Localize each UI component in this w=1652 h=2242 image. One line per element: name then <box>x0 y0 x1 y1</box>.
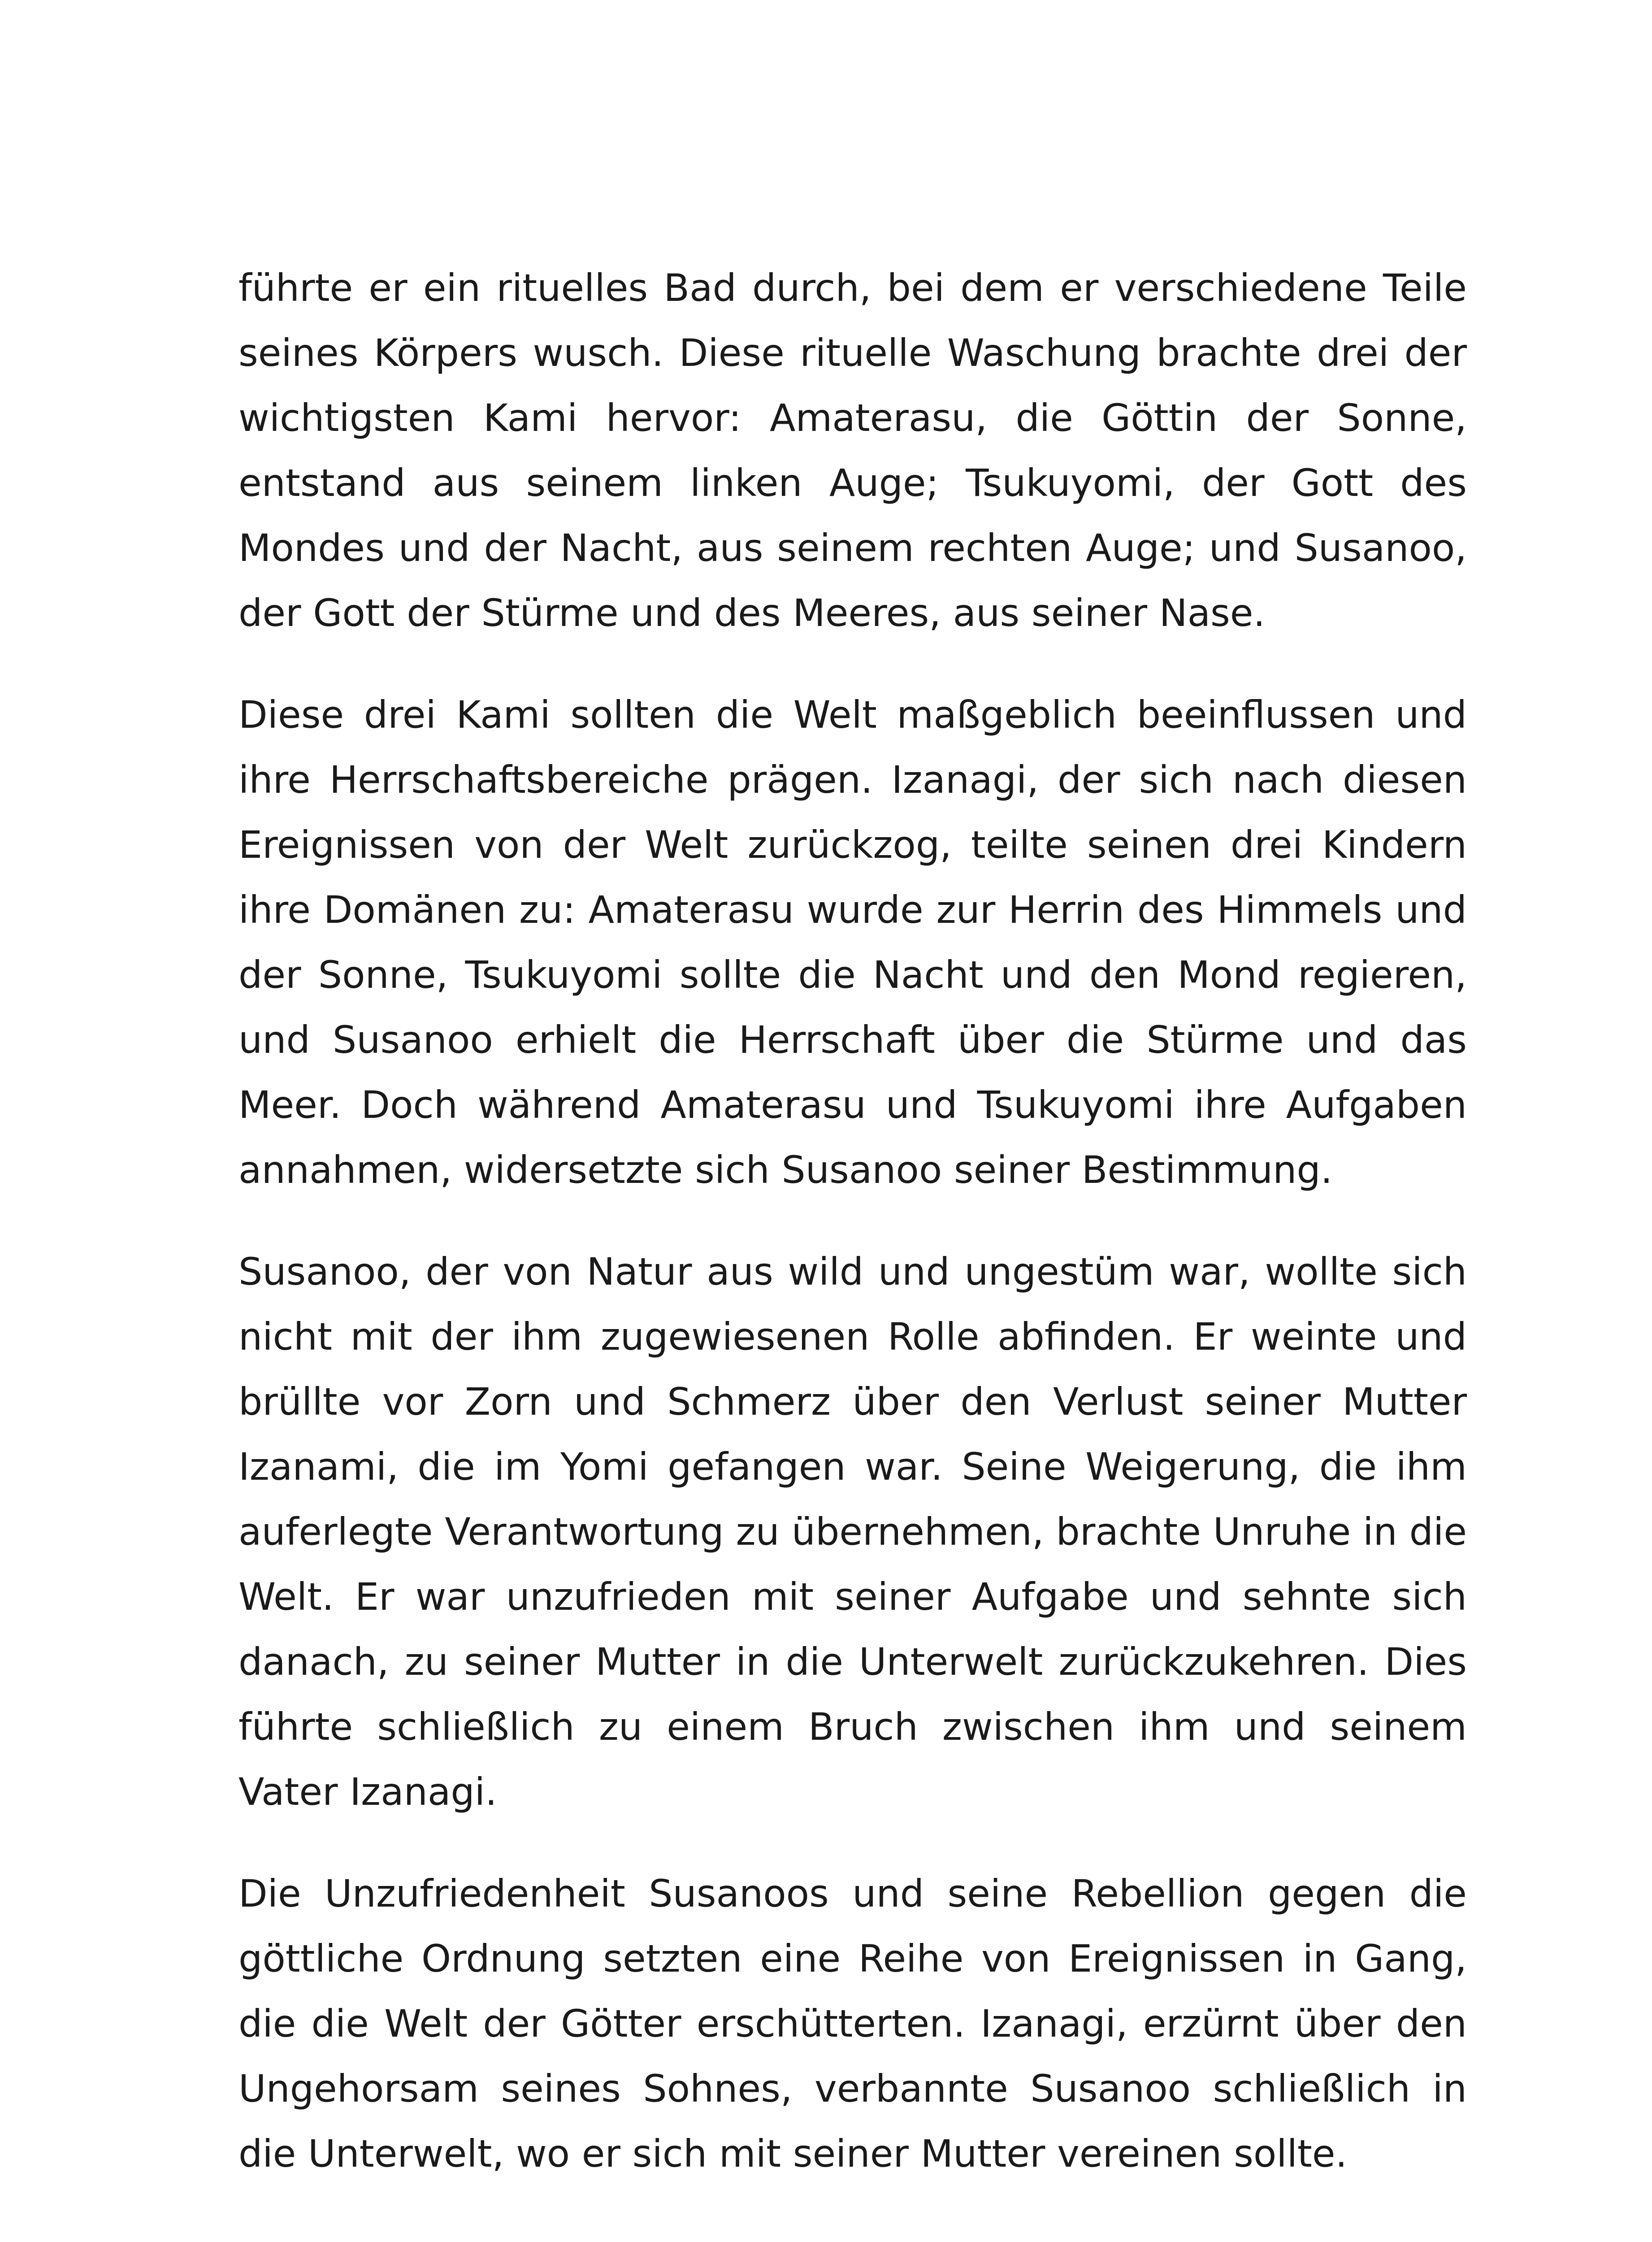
paragraph-4: Die Unzufriedenheit Susanoos und seine Rebellion gegen die göttliche Ordnung setzten eine Reihe von Ereignissen in Gang, die die Welt der Götter erschütterten. Izanagi, erzürnt über den Ungehorsam seines Sohnes, verbannte Susanoo schließlich in die Unterwelt, wo er sich mit seiner Mutter vereinen sollte. <box>238 1872 1467 2176</box>
paragraph-3: Susanoo, der von Natur aus wild und ungestüm war, wollte sich nicht mit der ihm zugewiesenen Rolle abfinden. Er weinte und brüllte vor Zorn und Schmerz über den Verlust seiner Mutter Izanami, die im Yomi gefangen war. Seine Weigerung, die ihm auferlegte Verantwortung zu übernehmen, brachte Unruhe in die Welt. Er war unzufrieden mit seiner Aufgabe und sehnte sich danach, zu seiner Mutter in die Unterwelt zurückzukehren. Dies führte schließlich zu einem Bruch zwischen ihm und seinem Vater Izanagi. <box>238 1250 1467 1814</box>
paragraph-1: führte er ein rituelles Bad durch, bei dem er verschiedene Teile seines Körpers wusch. Diese rituelle Waschung brachte drei der wichtigsten Kami hervor: Amaterasu, die Göttin der Sonne, entstand aus seinem linken Auge; Tsukuyomi, der Gott des Mondes und der Nacht, aus seinem rechten Auge; und Susanoo, der Gott der Stürme und des Meeres, aus seiner Nase. <box>238 266 1467 635</box>
paragraph-2: Diese drei Kami sollten die Welt maßgeblich beeinflussen und ihre Herrschaftsbereiche prägen. Izanagi, der sich nach diesen Ereignissen von der Welt zurückzog, teilte seinen drei Kindern ihre Domänen zu: Amaterasu wurde zur Herrin des Himmels und der Sonne, Tsukuyomi sollte die Nacht und den Mond regieren, und Susanoo erhielt die Herrschaft über die Stürme und das Meer. Doch während Amaterasu und Tsukuyomi ihre Aufgaben annahmen, widersetzte sich Susanoo seiner Bestimmung. <box>238 693 1467 1192</box>
body-text <box>238 256 1467 2186</box>
